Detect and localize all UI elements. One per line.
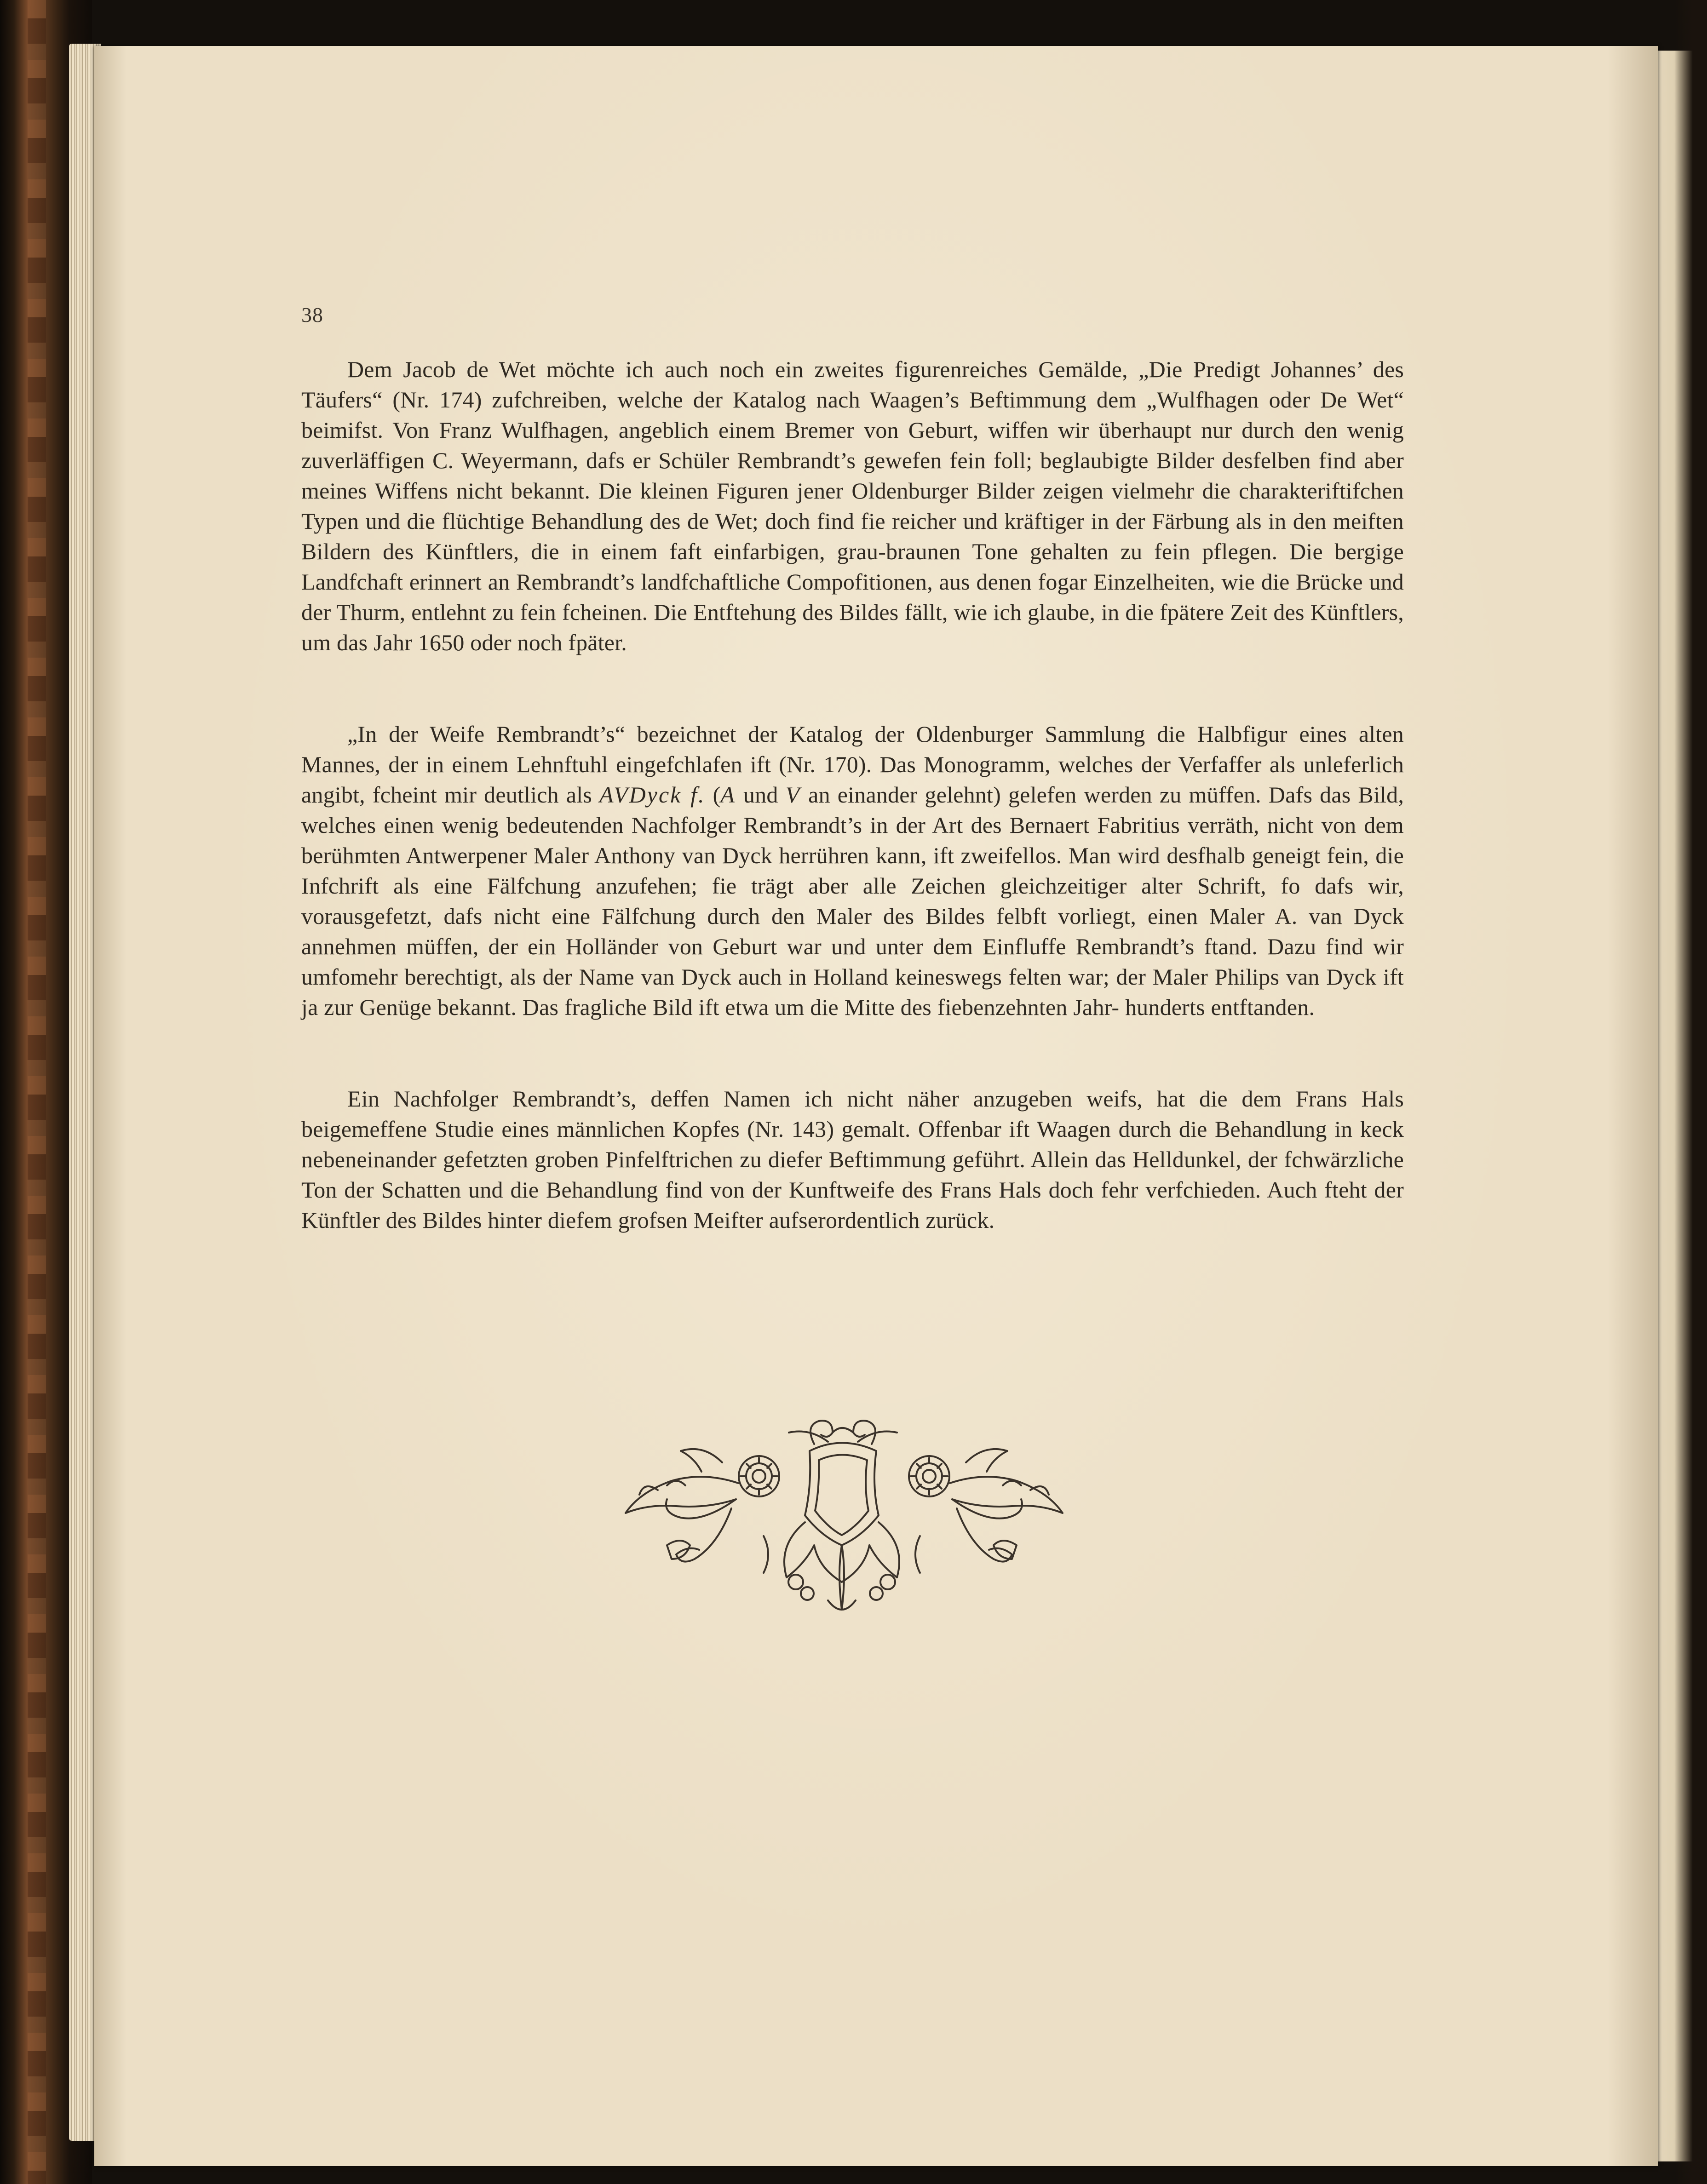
text-line: in die fpätere Zeit des Künftlers, um das Jahr 1650 oder noch fpäter. [301, 599, 1404, 655]
text-line: berechtigt, als der Name van Dyck auch in Holland keineswegs felten war; der Maler Philips van [404, 964, 1320, 990]
text-line: Landfchaft erinnert an Rembrandt’s landfchaftliche Compofitionen, aus denen fogar Einzelheiten, wie [301, 569, 1255, 595]
text-line: van Dyck herrühren kann, ift zweifellos. Man wird desfhalb geneigt fein, die Infchrift als eine Fälfchung [301, 843, 1404, 899]
text-line: Hals beigemeffene Studie eines männlichen Kopfes (Nr. 143) gemalt. Offenbar ift Waagen durch die [301, 1086, 1404, 1142]
text-fragment: ( [705, 782, 721, 808]
page-number: 38 [301, 303, 323, 327]
body-text [301, 354, 1404, 1235]
text-line: Behandlung des de Wet; doch find fie reicher und kräftiger in der Färbung als in den meiften Bildern [301, 508, 1404, 564]
text-line: Ein Nachfolger Rembrandt’s, deffen Namen ich nicht näher anzugeben weifs, hat die dem Frans [347, 1086, 1347, 1112]
text-line: des Frans Hals doch fehr verfchieden. Auch fteht der Künftler des Bildes hinter diefem grofsen [301, 1177, 1404, 1233]
text-line: Meifter aufserordentlich zurück. [693, 1207, 995, 1233]
scan-background-right [1674, 0, 1707, 2184]
text-line: des Künftlers, die in einem faft einfarbigen, grau-braunen Tone gehalten zu fein pflegen. Die bergige [383, 539, 1404, 564]
text-line: Behandlung in keck nebeneinander gefetzten groben Pinfelftrichen zu diefer Beftimmung geführt. [301, 1116, 1404, 1172]
text-line: eine Fälfchung durch den Maler des Bildes felbft vorliegt, einen Maler A. van Dyck annehmen müffen, [301, 903, 1404, 959]
text-line: Johannes’ des Täufers“ (Nr. 174) zufchreiben, welche der Katalog nach Waagen’s Beftimmung dem [301, 356, 1404, 413]
monogram-letter-v: V [785, 782, 801, 808]
paragraph-1 [301, 354, 1404, 658]
text-line: Allein das Helldunkel, der fchwärzliche Ton der Schatten und die Behandlung find von der Kunftweife [301, 1146, 1404, 1203]
monogram-letter-a: A [720, 782, 736, 808]
text-line: Dyck ift ja zur Genüge bekannt. Das fragliche Bild ift etwa um die Mitte des fiebenzehnten Jahr- [301, 964, 1404, 1020]
monogram-text: AVDyck f. [599, 782, 706, 808]
text-line: anzufehen; fie trägt aber alle Zeichen gleichzeitiger alter Schrift, fo dafs wir, vorausgefetzt, dafs nicht [301, 873, 1404, 929]
floral-shield-vignette-icon [612, 1407, 1072, 1623]
text-line: Verfaffer als unleferlich angibt, fcheint mir deutlich als [301, 751, 1404, 808]
text-line: in der Art des Bernaert Fabritius verräth, nicht von dem berühmten Antwerpener Maler Anthony [301, 812, 1404, 868]
text-line: Dem Jacob de Wet möchte ich auch noch ein zweites figurenreiches Gemälde, „Die Predigt [347, 356, 1260, 382]
text-fragment: an einander gelehnt) [801, 782, 1001, 808]
text-line: „Wulfhagen oder De Wet“ beimifst. Von Franz Wulfhagen, angeblich einem Bremer von Geburt, [301, 387, 1404, 443]
text-line: eines alten Mannes, der in einem Lehnftuhl eingefchlafen ift (Nr. 170). Das Monogramm, welches der [301, 721, 1404, 777]
text-line: Figuren jener Oldenburger Bilder zeigen vielmehr die charakteriftifchen Typen und die flüchtige [301, 478, 1404, 534]
paragraph-3 [301, 1083, 1404, 1235]
paragraph-2 [301, 719, 1404, 1022]
text-fragment: und [736, 782, 786, 808]
text-line: die Brücke und der Thurm, entlehnt zu fein fcheinen. Die Entftehung des Bildes fällt, wie ich glaube, [301, 569, 1404, 625]
text-line: der ein Holländer von Geburt war und unter dem Einfluffe Rembrandt’s ftand. Dazu find wir umfomehr [301, 934, 1404, 990]
text-line: gewefen fein foll; beglaubigte Bilder desfelben find aber meines Wiffens nicht bekannt. Die kleinen [301, 447, 1404, 504]
text-line: hunderts entftanden. [1125, 994, 1315, 1020]
text-line: gelefen werden zu müffen. Dafs das Bild, welches einen wenig bedeutenden Nachfolger Rembrandt’s [301, 782, 1404, 838]
text-line: wiffen wir überhaupt nur durch den wenig zuverläffigen C. Weyermann, dafs er Schüler Rembrandt’s [301, 417, 1404, 473]
text-line: „In der Weife Rembrandt’s“ bezeichnet der Katalog der Oldenburger Sammlung die Halbfigur [347, 721, 1287, 747]
